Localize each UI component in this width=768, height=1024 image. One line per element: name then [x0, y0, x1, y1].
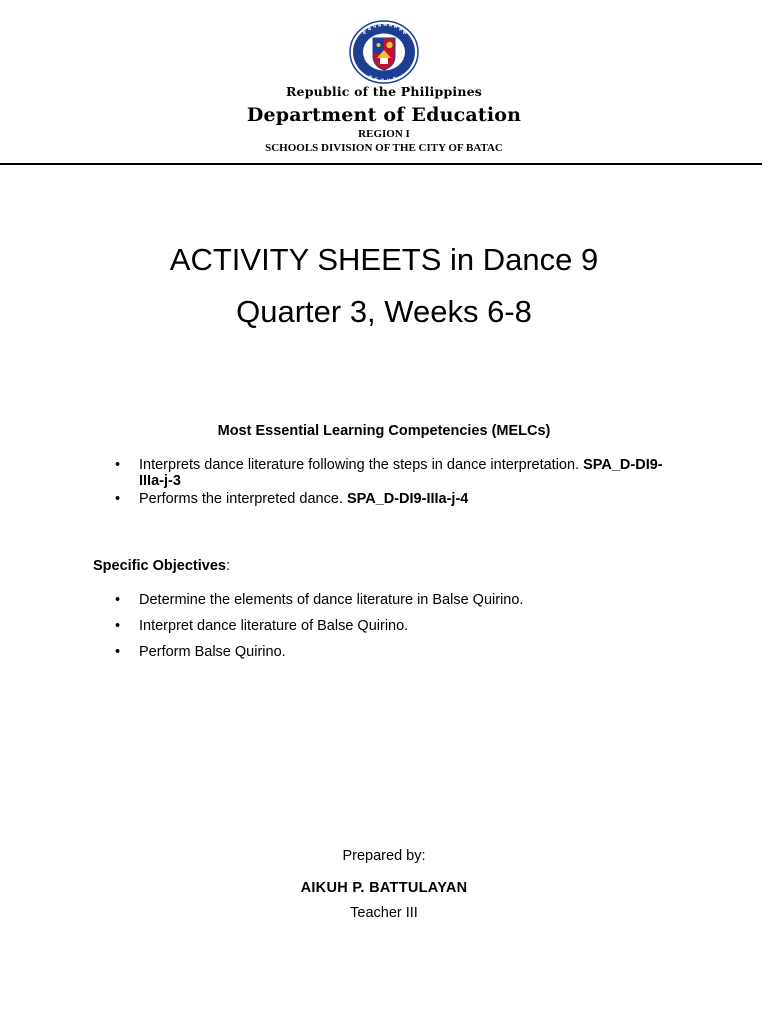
- author-name: AIKUH P. BATTULAYAN: [300, 880, 468, 896]
- melc-code: SPA_D-DI9-IIIa-j-4: [346, 491, 469, 507]
- objectives-list: [113, 592, 683, 670]
- svg-text:A: A: [399, 26, 403, 32]
- svg-text:N: N: [403, 30, 407, 35]
- objectives-label: Specific Objectives: [93, 558, 226, 574]
- svg-text:A: A: [389, 22, 393, 28]
- prepared-by-label: Prepared by:: [342, 848, 426, 864]
- list-item: • Interpret dance literature of Balse Quirino.: [113, 618, 683, 634]
- melcs-heading: Most Essential Learning Competencies (MELCs): [217, 423, 551, 439]
- objectives-heading: [93, 558, 230, 574]
- svg-text:A: A: [368, 26, 372, 31]
- list-item: [113, 457, 683, 489]
- svg-text:R: R: [369, 75, 373, 80]
- svg-text:U: U: [387, 78, 391, 83]
- svg-text:B: B: [393, 76, 397, 82]
- republic-line: Republic of the Philippines: [285, 84, 483, 99]
- document-subtitle: Quarter 3, Weeks 6-8: [236, 294, 532, 329]
- department-name: Department of Education: [246, 104, 522, 126]
- melc-text: Performs the interpreted dance.: [139, 491, 347, 507]
- svg-text:A: A: [378, 22, 382, 28]
- svg-text:K: K: [363, 30, 367, 35]
- melc-code: SPA_D-DI9-IIIa-j-3: [139, 457, 663, 489]
- svg-text:E: E: [375, 77, 378, 82]
- list-item: • Determine the elements of dance literature in Balse Quirino.: [113, 592, 683, 608]
- svg-text:G: G: [373, 23, 377, 29]
- svg-text:R: R: [394, 24, 398, 29]
- svg-text:W: W: [383, 22, 388, 27]
- melcs-list: [113, 457, 683, 509]
- list-item: [113, 491, 683, 507]
- document-title: ACTIVITY SHEETS in Dance 9: [169, 242, 599, 277]
- author-role: Teacher III: [350, 905, 418, 921]
- melc-text: Interprets dance literature following the steps in dance interpretation.: [139, 457, 584, 473]
- header-divider: [0, 163, 762, 165]
- svg-text:P: P: [381, 78, 384, 83]
- division-line: SCHOOLS DIVISION OF THE CITY OF BATAC: [265, 142, 503, 154]
- region-line: REGION I: [358, 128, 410, 140]
- list-item: • Perform Balse Quirino.: [113, 644, 683, 660]
- deped-seal-icon: [349, 20, 419, 84]
- objectives-colon: :: [225, 558, 231, 574]
